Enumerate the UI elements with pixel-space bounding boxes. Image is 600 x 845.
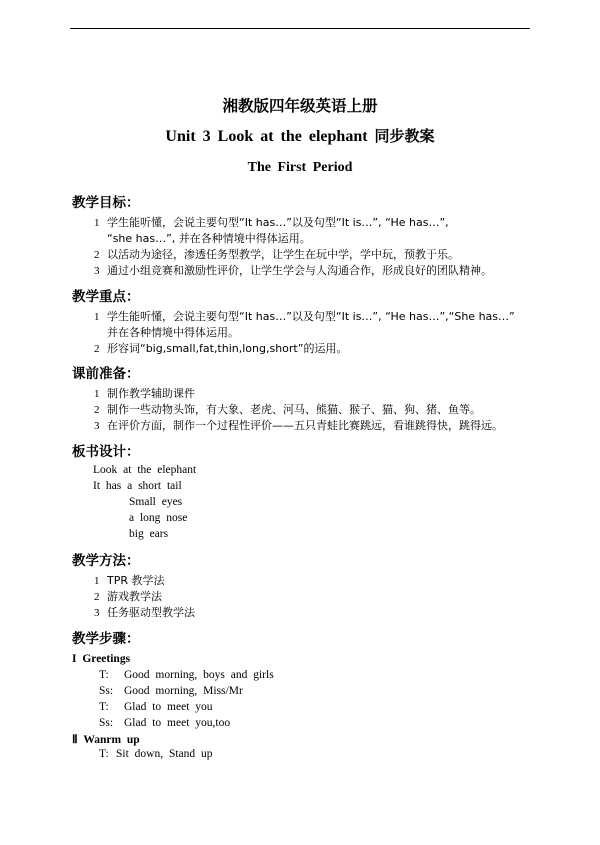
preparation-item: 1 制作教学辅助课件 bbox=[94, 387, 195, 400]
key-point-item-cont: 并在各种情境中得体运用。 bbox=[107, 326, 239, 339]
board-line: big ears bbox=[129, 528, 169, 540]
step-section-greetings: I Greetings bbox=[72, 653, 131, 665]
unit-title bbox=[0, 125, 600, 146]
board-heading: 板书设计： bbox=[72, 444, 140, 460]
dialogue-line: Ss: Good morning, Miss/Mr bbox=[99, 685, 243, 697]
unit-title-en: Unit 3 Look at the elephant bbox=[165, 128, 368, 145]
dialogue-line: T: Good morning, boys and girls bbox=[99, 669, 274, 681]
method-item: 3 任务驱动型教学法 bbox=[94, 606, 195, 619]
unit-title-cn: 同步教案 bbox=[374, 127, 435, 145]
board-line: Look at the elephant bbox=[93, 464, 197, 476]
header-rule bbox=[70, 28, 530, 29]
step-section-warm-up: Ⅱ Wanrm up bbox=[72, 734, 140, 746]
objective-item: 2 以活动为途径，渗透任务型教学，让学生在玩中学，学中玩，预教于乐。 bbox=[94, 248, 459, 261]
board-line: Small eyes bbox=[129, 496, 183, 508]
method-item: 1 TPR 教学法 bbox=[94, 574, 165, 587]
preparation-item: 2 制作一些动物头饰，有大象、老虎、河马、熊猫、猴子、猫、狗、猪、鱼等。 bbox=[94, 403, 481, 416]
preparation-item: 3 在评价方面，制作一个过程性评价——五只青蛙比赛跳远，看谁跳得快，跳得远。 bbox=[94, 419, 503, 432]
key-point-item: 1 学生能听懂，会说主要句型“It has…”以及句型“It is…”, “He has…”,“She has…” bbox=[94, 310, 515, 323]
key-point-item: 2 形容词“big,small,fat,thin,long,short”的运用。 bbox=[94, 342, 348, 355]
board-line: It has a short tail bbox=[93, 480, 182, 492]
document-title: 湘教版四年级英语上册 bbox=[222, 96, 378, 115]
method-item: 2 游戏教学法 bbox=[94, 590, 162, 603]
methods-heading: 教学方法： bbox=[72, 553, 140, 569]
preparation-heading: 课前准备： bbox=[72, 366, 140, 382]
board-line: a long nose bbox=[129, 512, 188, 524]
dialogue-line: T: Glad to meet you bbox=[99, 701, 213, 713]
period-title: The First Period bbox=[247, 160, 353, 175]
key-points-heading: 教学重点： bbox=[72, 289, 140, 305]
objective-item: 1 学生能听懂，会说主要句型“It has…”以及句型“It is…”, “He has…”, bbox=[94, 216, 449, 229]
steps-heading: 教学步骤： bbox=[72, 631, 140, 647]
dialogue-line: Ss: Glad to meet you,too bbox=[99, 717, 231, 729]
objectives-heading: 教学目标： bbox=[72, 195, 140, 211]
dialogue-line: T: Sit down, Stand up bbox=[99, 748, 213, 760]
objective-item: 3 通过小组竞赛和激励性评价，让学生学会与人沟通合作，形成良好的团队精神。 bbox=[94, 264, 492, 277]
objective-item-cont: “she has…”, 并在各种情境中得体运用。 bbox=[107, 232, 311, 245]
